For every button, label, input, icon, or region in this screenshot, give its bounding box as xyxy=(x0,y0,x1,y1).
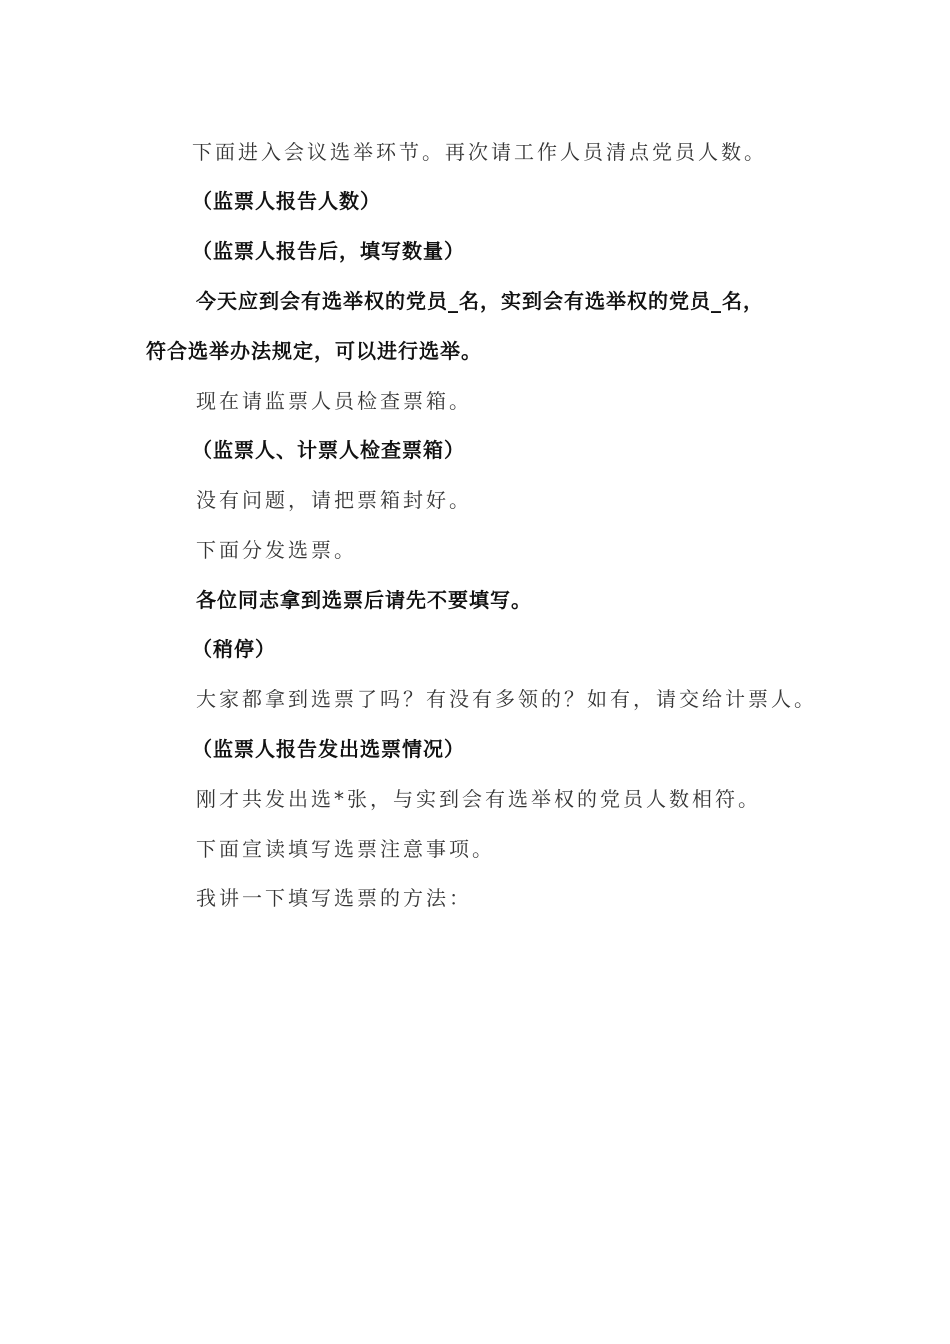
paragraph-2: （监票人报告人数） xyxy=(192,189,381,213)
paragraph-9: 各位同志拿到选票后请先不要填写。 xyxy=(196,588,532,612)
paragraph-5: 现在请监票人员检查票箱。 xyxy=(196,389,472,413)
paragraph-11: 大家都拿到选票了吗？有没有多领的？如有，请交给计票人。 xyxy=(196,687,817,711)
paragraph-14: 下面宣读填写选票注意事项。 xyxy=(196,837,495,861)
paragraph-6: （监票人、计票人检查票箱） xyxy=(192,438,465,462)
paragraph-8: 下面分发选票。 xyxy=(196,538,357,562)
paragraph-4-continued: 符合选举办法规定，可以进行选举。 xyxy=(146,339,482,363)
paragraph-1: 下面进入会议选举环节。再次请工作人员清点党员人数。 xyxy=(192,140,767,164)
paragraph-4: 今天应到会有选举权的党员_名，实到会有选举权的党员_名， xyxy=(196,289,764,313)
paragraph-3: （监票人报告后，填写数量） xyxy=(192,239,465,263)
paragraph-13: 刚才共发出选*张，与实到会有选举权的党员人数相符。 xyxy=(196,787,761,811)
paragraph-7: 没有问题，请把票箱封好。 xyxy=(196,488,472,512)
paragraph-10: （稍停） xyxy=(192,637,276,661)
paragraph-12: （监票人报告发出选票情况） xyxy=(192,737,465,761)
paragraph-15: 我讲一下填写选票的方法： xyxy=(196,886,472,910)
